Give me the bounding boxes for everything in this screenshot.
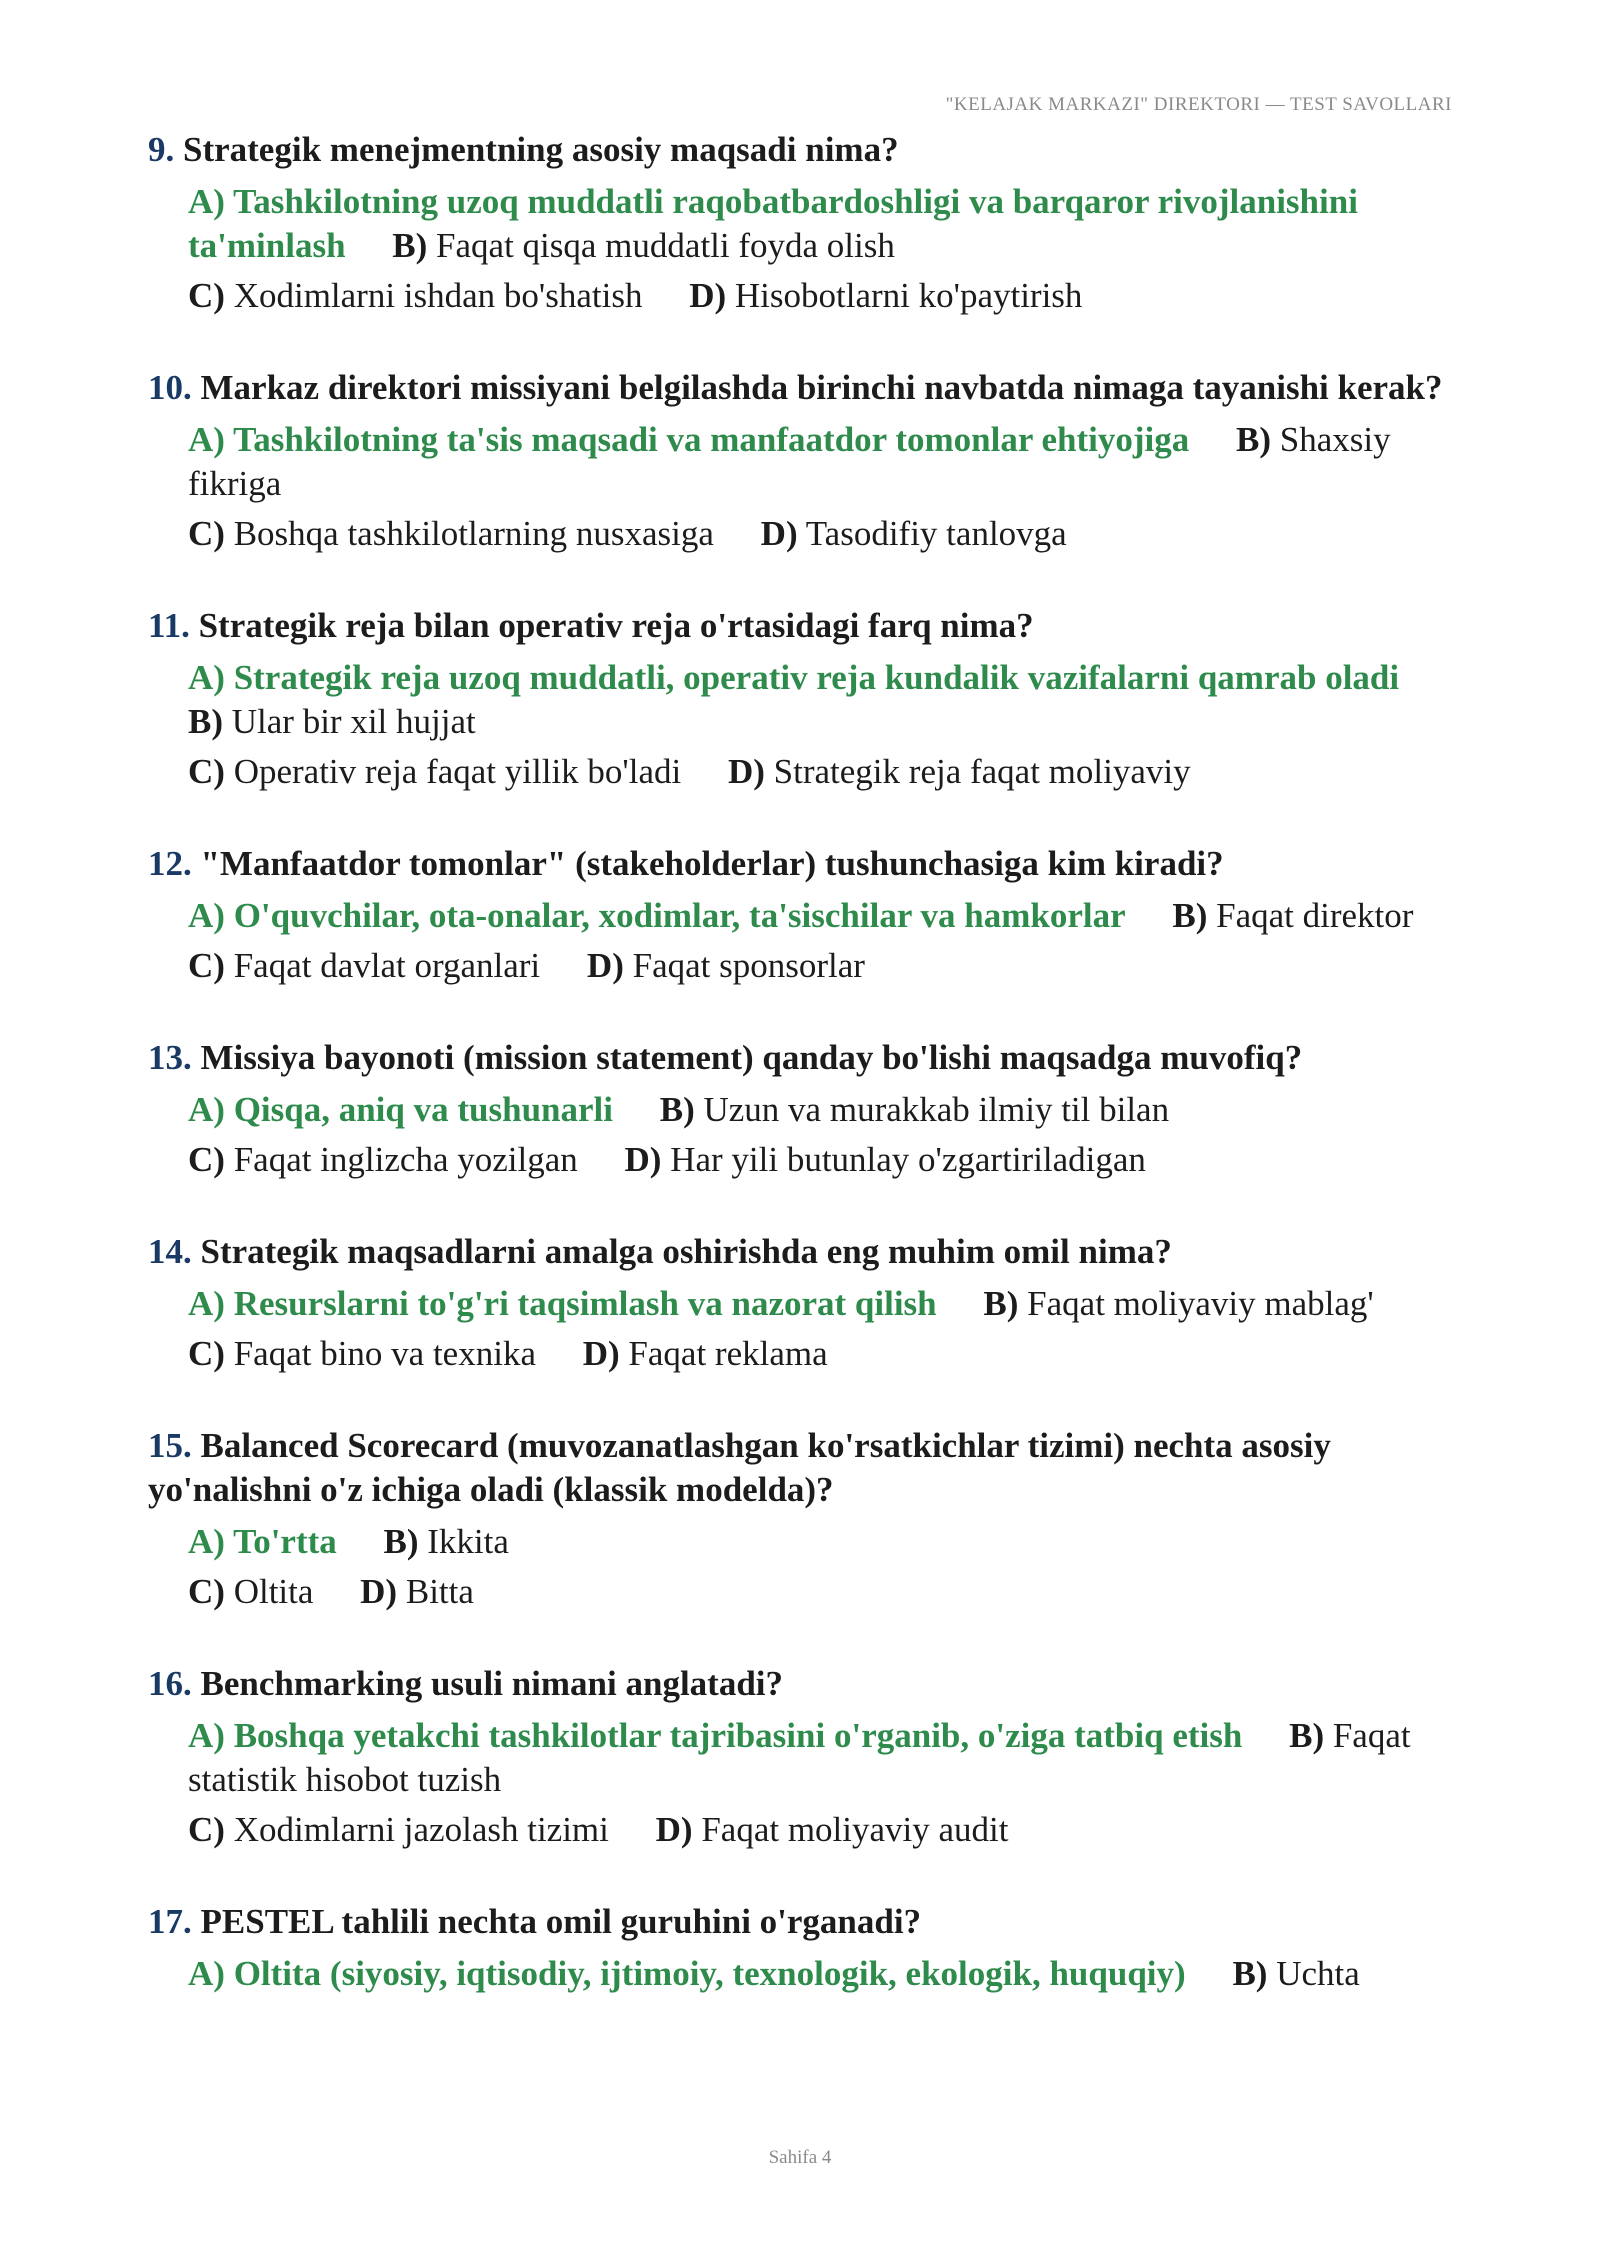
answer-option [625,1140,1146,1179]
option-text: Faqat sponsorlar [632,946,865,985]
correct-answer-option [188,1522,337,1561]
question-body: "Manfaatdor tomonlar" (stakeholderlar) tushunchasiga kim kiradi? [200,844,1224,883]
question-item [148,128,1458,318]
answer-option [587,946,865,985]
correct-answer-option [188,1284,937,1323]
answer-option [188,1140,578,1179]
option-letter: A) [188,1284,225,1323]
correct-answer-option [188,1716,1242,1755]
answer-options [148,1282,1458,1376]
question-body: Strategik reja bilan operativ reja o'rtasidagi farq nima? [198,606,1034,645]
answer-row [188,1332,1458,1376]
answer-option [583,1334,828,1373]
option-text: Xodimlarni ishdan bo'shatish [233,276,643,315]
answer-options [148,894,1458,988]
answer-option [188,702,476,741]
option-text: Hisobotlarni ko'paytirish [734,276,1083,315]
question-number: 11. [148,606,190,645]
option-letter: D) [655,1810,693,1849]
option-text: Resurslarni to'g'ri taqsimlash va nazorat qilish [233,1284,937,1323]
answer-options [148,656,1458,794]
option-letter: A) [188,658,225,697]
option-letter: B) [188,702,223,741]
answer-row [188,1808,1458,1852]
answer-row [188,1714,1458,1802]
option-text: Shaxsiy fikriga [188,420,1391,503]
question-item [148,366,1458,556]
option-text: Uchta [1276,1954,1360,1993]
question-text [148,1900,1458,1944]
answer-row [188,1952,1458,1996]
option-letter: B) [1289,1716,1325,1755]
option-letter: D) [582,1334,620,1373]
option-letter: A) [188,420,225,459]
option-text: Oltita [233,1572,314,1611]
option-letter: A) [188,896,225,935]
answer-option [728,752,1191,791]
option-text: Faqat inglizcha yozilgan [233,1140,578,1179]
answer-row [188,1570,1458,1614]
answer-row [188,1138,1458,1182]
answer-option [689,276,1082,315]
option-letter: D) [586,946,624,985]
question-number: 12. [148,844,192,883]
option-letter: C) [188,752,225,791]
option-letter: C) [188,514,225,553]
question-number: 16. [148,1664,192,1703]
option-text: Faqat direktor [1216,896,1414,935]
option-text: Har yili butunlay o'zgartiriladigan [670,1140,1146,1179]
answer-option [188,946,540,985]
option-letter: D) [360,1572,398,1611]
option-letter: B) [1236,420,1271,459]
answer-row [188,750,1458,794]
question-text [148,1036,1458,1080]
option-text: Strategik reja uzoq muddatli, operativ reja kundalik vazifalarni qamrab oladi [233,658,1400,697]
answer-row [188,180,1458,268]
question-body: Missiya bayonoti (mission statement) qanday bo'lishi maqsadga muvofiq? [200,1038,1303,1077]
option-text: Tasodifiy tanlovga [805,514,1067,553]
answer-row [188,418,1458,506]
answer-option [1232,1954,1359,1993]
answer-option [392,226,895,265]
answer-row [188,274,1458,318]
option-letter: A) [188,182,225,221]
option-text: Bitta [405,1572,474,1611]
correct-answer-option [188,1090,613,1129]
question-number: 17. [148,1902,192,1941]
option-text: Strategik reja faqat moliyaviy [773,752,1191,791]
option-text: Tashkilotning uzoq muddatli raqobatbardoshligi va barqaror rivojlanishini ta'minlash [188,182,1358,265]
option-text: Faqat bino va texnika [233,1334,536,1373]
option-letter: B) [983,1284,1019,1323]
answer-options [148,1714,1458,1852]
option-text: Faqat statistik hisobot tuzish [188,1716,1411,1799]
question-text [148,128,1458,172]
answer-row [188,512,1458,556]
answer-option [656,1810,1009,1849]
option-letter: B) [383,1522,419,1561]
question-text [148,1662,1458,1706]
answer-option [188,514,714,553]
question-item [148,1662,1458,1852]
answer-option [761,514,1067,553]
question-item [148,1900,1458,1996]
correct-answer-option [188,1954,1186,1993]
option-letter: B) [1172,896,1208,935]
answer-option [188,1334,536,1373]
option-letter: C) [188,1572,225,1611]
option-text: Faqat reklama [628,1334,828,1373]
question-body: Balanced Scorecard (muvozanatlashgan ko'rsatkichlar tizimi) nechta asosiy yo'nalishni o'z ichiga oladi (klassik modelda)? [148,1426,1331,1509]
answer-option [188,1810,609,1849]
answer-option [660,1090,1169,1129]
option-letter: B) [1232,1954,1268,1993]
question-number: 10. [148,368,192,407]
option-letter: C) [188,1334,225,1373]
question-item [148,1230,1458,1376]
option-letter: A) [188,1090,225,1129]
correct-answer-option [188,420,1189,459]
question-number: 13. [148,1038,192,1077]
option-text: Faqat moliyaviy mablag' [1027,1284,1374,1323]
question-text [148,1424,1458,1512]
answer-options [148,1952,1458,1996]
answer-option [1172,896,1413,935]
option-text: Boshqa yetakchi tashkilotlar tajribasini o'rganib, o'ziga tatbiq etish [233,1716,1243,1755]
question-text [148,604,1458,648]
option-letter: D) [689,276,727,315]
page-number: Sahifa 4 [768,2147,832,2168]
question-number: 14. [148,1232,192,1271]
option-letter: D) [727,752,765,791]
option-letter: A) [188,1716,225,1755]
option-text: Faqat moliyaviy audit [701,1810,1009,1849]
answer-row [188,1520,1458,1564]
correct-answer-option [188,896,1126,935]
question-item [148,1424,1458,1614]
option-letter: B) [392,226,428,265]
answer-options [148,180,1458,318]
answer-row [188,894,1458,938]
option-letter: A) [188,1522,225,1561]
question-text [148,366,1458,410]
question-body: Strategik maqsadlarni amalga oshirishda eng muhim omil nima? [200,1232,1172,1271]
question-body: Strategik menejmentning asosiy maqsadi nima? [183,130,899,169]
option-text: Faqat qisqa muddatli foyda olish [436,226,895,265]
option-text: To'rtta [233,1522,337,1561]
option-text: Oltita (siyosiy, iqtisodiy, ijtimoiy, texnologik, ekologik, huquqiy) [233,1954,1186,1993]
running-header: "KELAJAK MARKAZI" DIREKTORI — TEST SAVOLLARI [945,94,1452,115]
question-text [148,842,1458,886]
correct-answer-option [188,658,1399,697]
option-text: Faqat davlat organlari [233,946,541,985]
answer-option [188,276,642,315]
option-text: Uzun va murakkab ilmiy til bilan [703,1090,1170,1129]
option-letter: C) [188,1810,225,1849]
option-text: Ular bir xil hujjat [231,702,476,741]
option-letter: C) [188,1140,225,1179]
answer-options [148,418,1458,556]
question-item [148,842,1458,988]
answer-row [188,1282,1458,1326]
option-letter: C) [188,276,225,315]
question-number: 9. [148,130,175,169]
answer-row [188,656,1458,744]
option-letter: C) [188,946,225,985]
option-letter: A) [188,1954,225,1993]
question-body: Benchmarking usuli nimani anglatadi? [200,1664,784,1703]
answer-row [188,1088,1458,1132]
answer-option [188,752,681,791]
answer-option [188,1572,313,1611]
option-text: Operativ reja faqat yillik bo'ladi [233,752,682,791]
option-text: Ikkita [427,1522,509,1561]
option-letter: D) [760,514,798,553]
option-text: Xodimlarni jazolash tizimi [233,1810,609,1849]
option-text: O'quvchilar, ota-onalar, xodimlar, ta'sischilar va hamkorlar [233,896,1126,935]
option-letter: D) [624,1140,662,1179]
answer-option [360,1572,474,1611]
option-text: Qisqa, aniq va tushunarli [233,1090,613,1129]
answer-option [384,1522,509,1561]
question-body: Markaz direktori missiyani belgilashda birinchi navbatda nimaga tayanishi kerak? [200,368,1443,407]
question-number: 15. [148,1426,192,1465]
question-item [148,1036,1458,1182]
option-text: Boshqa tashkilotlarning nusxasiga [233,514,714,553]
question-text [148,1230,1458,1274]
question-item [148,604,1458,794]
answer-options [148,1088,1458,1182]
answer-options [148,1520,1458,1614]
answer-option [983,1284,1373,1323]
question-body: PESTEL tahlili nechta omil guruhini o'rganadi? [200,1902,922,1941]
option-text: Tashkilotning ta'sis maqsadi va manfaatdor tomonlar ehtiyojiga [233,420,1190,459]
question-list [148,128,1458,2044]
option-letter: B) [659,1090,695,1129]
answer-row [188,944,1458,988]
